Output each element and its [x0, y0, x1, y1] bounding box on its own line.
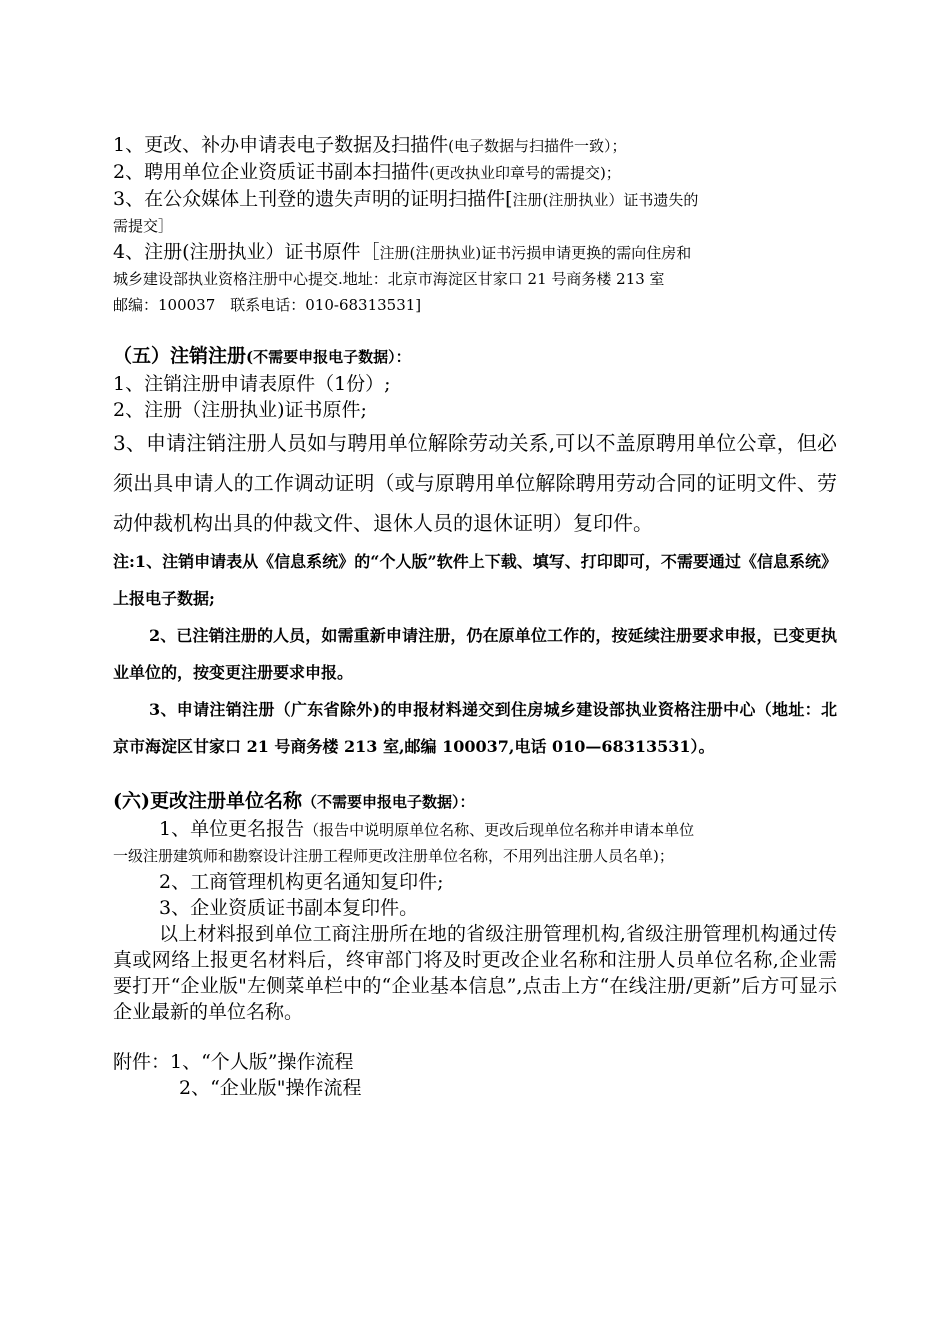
s6-item-1-cont: 一级注册建筑师和勘察设计注册工程师更改注册单位名称，不用列出注册人员名单)；: [113, 847, 674, 865]
spacer: [113, 1025, 837, 1049]
s4-item-1-note: (电子数据与扫描件一致）；: [448, 137, 627, 155]
s6-item-1-main: 1、单位更名报告: [159, 818, 305, 840]
s5-note-2: 2、已注销注册的人员，如需重新申请注册，仍在原单位工作的，按延续注册要求申报，已变更执业单位的，按变更注册要求申报。: [113, 626, 837, 682]
spacer: [113, 765, 837, 787]
s4-item-1: [113, 132, 837, 159]
document-page: [113, 132, 837, 1101]
section-6: [113, 787, 837, 1025]
s4-item-4-cont2: 邮编：100037 联系电话：010-68313531]: [113, 296, 422, 314]
s6-item-1-note: （报告中说明原单位名称、更改后现单位名称并申请本单位: [304, 821, 695, 839]
section-6-title-sub: （不需要申报电子数据）：: [301, 793, 475, 811]
s4-item-4-main: 4、注册(注册执业）证书原件［: [113, 241, 380, 263]
s5-item-3: 3、申请注销注册人员如与聘用单位解除劳动关系,可以不盖原聘用单位公章，但必须出具申请人的工作调动证明（或与原聘用单位解除聘用劳动合同的证明文件、劳动仲裁机构出具的仲裁文件、退休人员的退休证明）复印件。: [113, 431, 837, 535]
attachment-item-2: 2、“企业版"操作流程: [179, 1077, 362, 1099]
section-5-title-main: （五）注销注册: [113, 345, 247, 367]
s5-item-1: 1、注销注册申请表原件（1份）;: [113, 373, 391, 395]
attachments-label: 附件：1、“个人版”操作流程: [113, 1051, 354, 1073]
s4-item-2-main: 2、聘用单位企业资质证书副本扫描件: [113, 161, 430, 183]
s6-item-1: [113, 816, 837, 843]
spacer: [113, 318, 837, 342]
s6-item-3: 3、企业资质证书副本复印件。: [159, 897, 419, 919]
s4-item-1-main: 1、更改、补办申请表电子数据及扫描件: [113, 134, 449, 156]
s4-item-2-note: (更改执业印章号的需提交)；: [429, 164, 621, 182]
s4-item-3-note: 注册(注册执业）证书遗失的: [512, 191, 699, 209]
section-6-title: [113, 787, 837, 816]
s4-item-2: [113, 159, 837, 186]
s5-item-2: 2、注册（注册执业)证书原件;: [113, 399, 367, 421]
s4-item-4: [113, 239, 837, 266]
s4-item-3-cont: 需提交］: [113, 217, 174, 235]
s4-item-3-main: 3、在公众媒体上刊登的遗失声明的证明扫描件[: [113, 188, 513, 210]
s6-item-2: 2、工商管理机构更名通知复印件;: [159, 871, 444, 893]
section-5-title-sub: (不需要申报电子数据）：: [246, 348, 411, 366]
s4-item-4-note: 注册(注册执业)证书污损申请更换的需向住房和: [379, 244, 692, 262]
section-5-title: [113, 342, 837, 371]
s5-note-1: 注:1、注销申请表从《信息系统》的“个人版”软件上下载、填写、打印即可，不需要通过《信息系统》上报电子数据;: [113, 552, 837, 608]
s5-note-3: 3、申请注销注册（广东省除外)的申报材料递交到住房城乡建设部执业资格注册中心（地址：北京市海淀区甘家口 21 号商务楼 213 室,邮编 100037,电话 010—68313531）。: [113, 700, 837, 756]
s6-paragraph: 以上材料报到单位工商注册所在地的省级注册管理机构,省级注册管理机构通过传真或网络上报更名材料后，终审部门将及时更改企业名称和注册人员单位名称,企业需要打开“企业版"左侧菜单栏中的“企业基本信息”,点击上方“在线注册/更新”后方可显示企业最新的单位名称。: [113, 923, 837, 1023]
s4-item-3: [113, 186, 837, 213]
s4-item-4-cont: 城乡建设部执业资格注册中心提交.地址：北京市海淀区甘家口 21 号商务楼 213 室: [113, 270, 665, 288]
section-6-title-main: (六)更改注册单位名称: [113, 790, 302, 812]
